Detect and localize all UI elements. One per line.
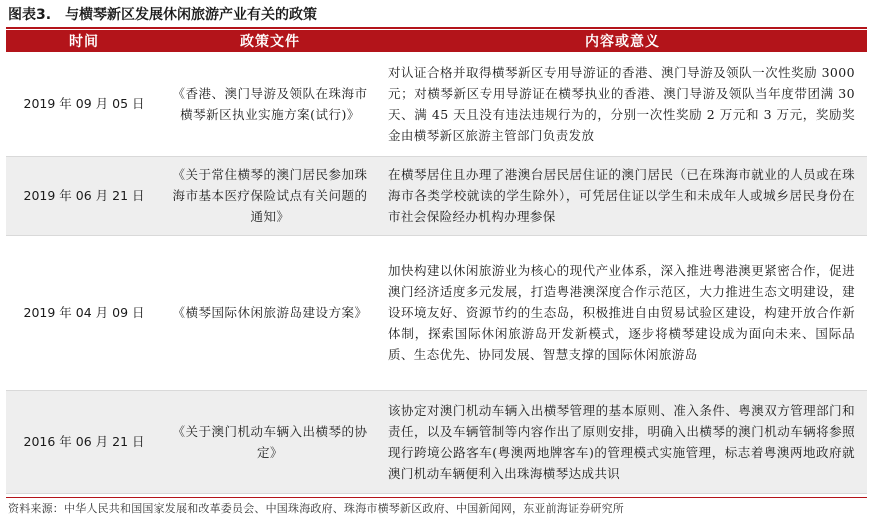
title-divider — [6, 27, 867, 29]
row-content: 该协定对澳门机动车辆入出横琴管理的基本原则、准入条件、粤澳双方管理部门和责任，以及车辆管制等内容作出了原则安排，明确入出横琴的澳门机动车辆将参照现行跨境公路客车(粤澳两地牌客车)的管理模式实施管理，标志着粤澳两地政府就澳门机动车辆便利入出珠海横琴达成共识 — [378, 390, 867, 493]
row-date: 2019 年 06 月 21 日 — [6, 156, 162, 235]
table-header-row — [6, 30, 867, 52]
row-date: 2016 年 06 月 21 日 — [6, 390, 162, 493]
figure-title — [8, 4, 317, 26]
table-row — [6, 235, 867, 390]
figure-number: 图表3. — [8, 7, 52, 23]
row-document: 《关于澳门机动车辆入出横琴的协定》 — [162, 390, 378, 493]
header-content: 内容或意义 — [378, 30, 867, 52]
row-document: 《横琴国际休闲旅游岛建设方案》 — [162, 235, 378, 390]
header-time: 时间 — [6, 30, 162, 52]
row-content: 加快构建以休闲旅游业为核心的现代产业体系，深入推进粤港澳更紧密合作，促进澳门经济适度多元发展，打造粤港澳深度合作示范区，大力推进生态文明建设，建设环境友好、资源节约的生态岛，积极推进自由贸易试验区建设，构建开放合作新体制，探索国际休闲旅游岛开发新模式，逐步将横琴建设成为面向未来、国际品质、生态优先、协同发展、智慧支撑的国际休闲旅游岛 — [378, 235, 867, 390]
row-content: 对认证合格并取得横琴新区专用导游证的香港、澳门导游及领队一次性奖励 3000 元；对横琴新区专用导游证在横琴执业的香港、澳门导游及领队当年度带团满 30 天、满 45 天且没有违法违规行为的，分别一次性奖励 2 万元和 3 万元，奖励奖金由横琴新区旅游主管部门负责发放 — [378, 52, 867, 156]
table-row — [6, 156, 867, 235]
row-content: 在横琴居住且办理了港澳台居民居住证的澳门居民（已在珠海市就业的人员或在珠海市各类学校就读的学生除外），可凭居住证以学生和未成年人或城乡居民身份在市社会保险经办机构办理参保 — [378, 156, 867, 235]
table-row — [6, 52, 867, 156]
row-document: 《香港、澳门导游及领队在珠海市横琴新区执业实施方案(试行)》 — [162, 52, 378, 156]
header-document: 政策文件 — [162, 30, 378, 52]
bottom-divider — [6, 497, 867, 498]
figure-title-text: 与横琴新区发展休闲旅游产业有关的政策 — [65, 7, 318, 23]
source-note: 资料来源：中华人民共和国国家发展和改革委员会、中国珠海政府、珠海市横琴新区政府、中国新闻网，东亚前海证券研究所 — [8, 502, 624, 515]
row-document: 《关于常住横琴的澳门居民参加珠海市基本医疗保险试点有关问题的通知》 — [162, 156, 378, 235]
policy-table — [6, 30, 867, 494]
table-row — [6, 390, 867, 493]
row-date: 2019 年 09 月 05 日 — [6, 52, 162, 156]
row-date: 2019 年 04 月 09 日 — [6, 235, 162, 390]
